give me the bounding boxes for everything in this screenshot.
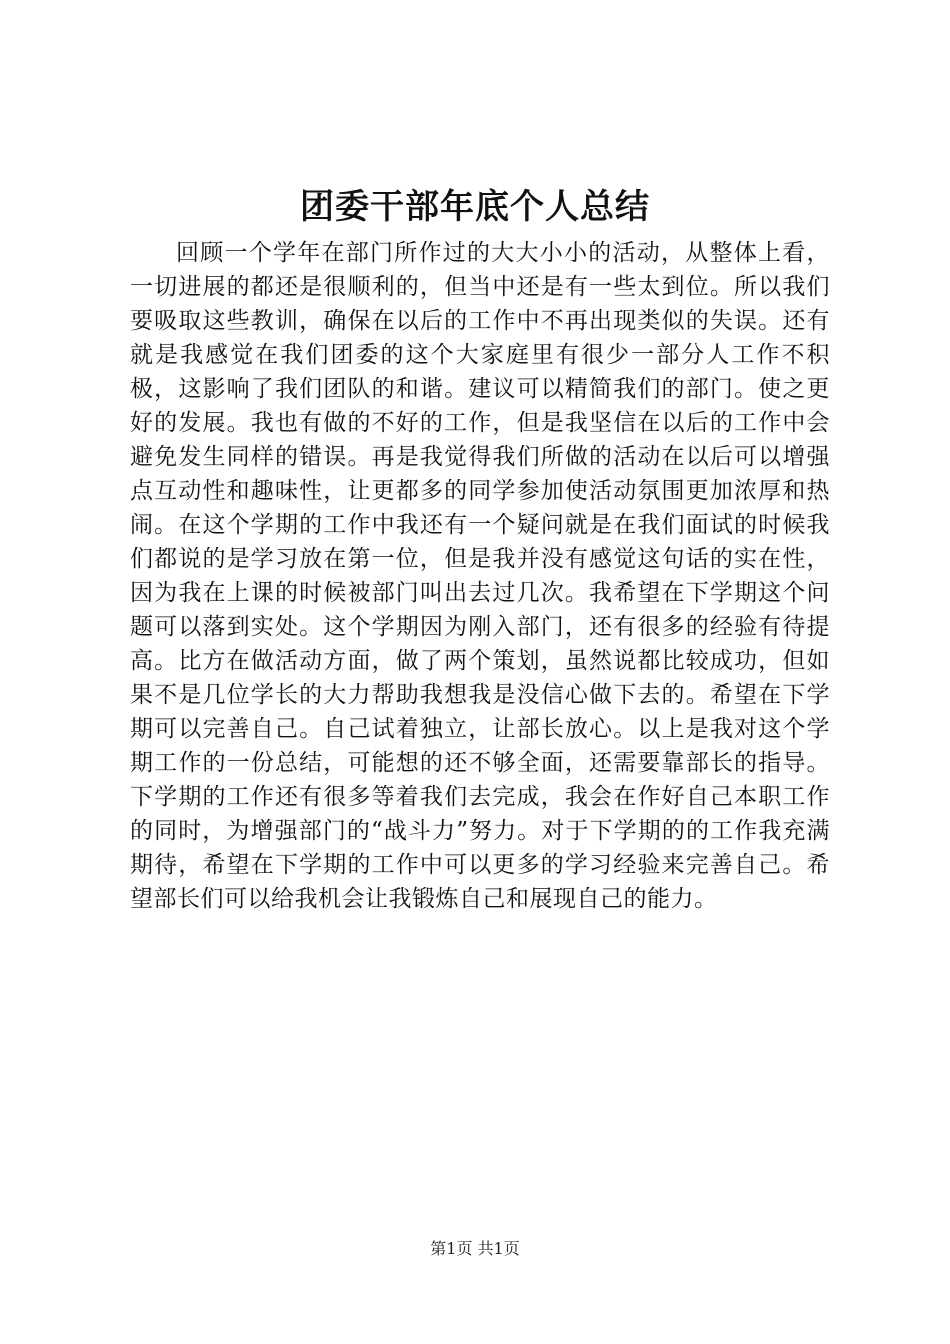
document-title: 团委干部年底个人总结 (300, 187, 650, 227)
document-body-paragraph: 回顾一个学年在部门所作过的大大小小的活动，从整体上看，一切进展的都还是很顺利的，但当中还是有一些太到位。所以我们要吸取这些教训，确保在以后的工作中不再出现类似的失误。还有就是我感觉在我们团委的这个大家庭里有很少一部分人工作不积极，这影响了我们团队的和谐。建议可以精简我们的部门。使之更好的发展。我也有做的不好的工作，但是我坚信在以后的工作中会避免发生同样的错误。再是我觉得我们所做的活动在以后可以增强点互动性和趣味性，让更都多的同学参加使活动氛围更加浓厚和热闹。在这个学期的工作中我还有一个疑问就是在我们面试的时候我们都说的是学习放在第一位，但是我并没有感觉这句话的实在性，因为我在上课的时候被部门叫出去过几次。我希望在下学期这个问题可以落到实处。这个学期因为刚入部门，还有很多的经验有待提高。比方在做活动方面，做了两个策划，虽然说都比较成功，但如果不是几位学长的大力帮助我想我是没信心做下去的。希望在下学期可以完善自己。自己试着独立，让部长放心。以上是我对这个学期工作的一份总结，可能想的还不够全面，还需要靠部长的指导。下学期的工作还有很多等着我们去完成，我会在作好自己本职工作的同时，为增强部门的“战斗力”努力。对于下学期的的工作我充满期待，希望在下学期的工作中可以更多的学习经验来完善自己。希望部长们可以给我机会让我锻炼自己和展现自己的能力。 (130, 240, 830, 912)
page-number-footer: 第1页 共1页 (430, 1239, 520, 1258)
